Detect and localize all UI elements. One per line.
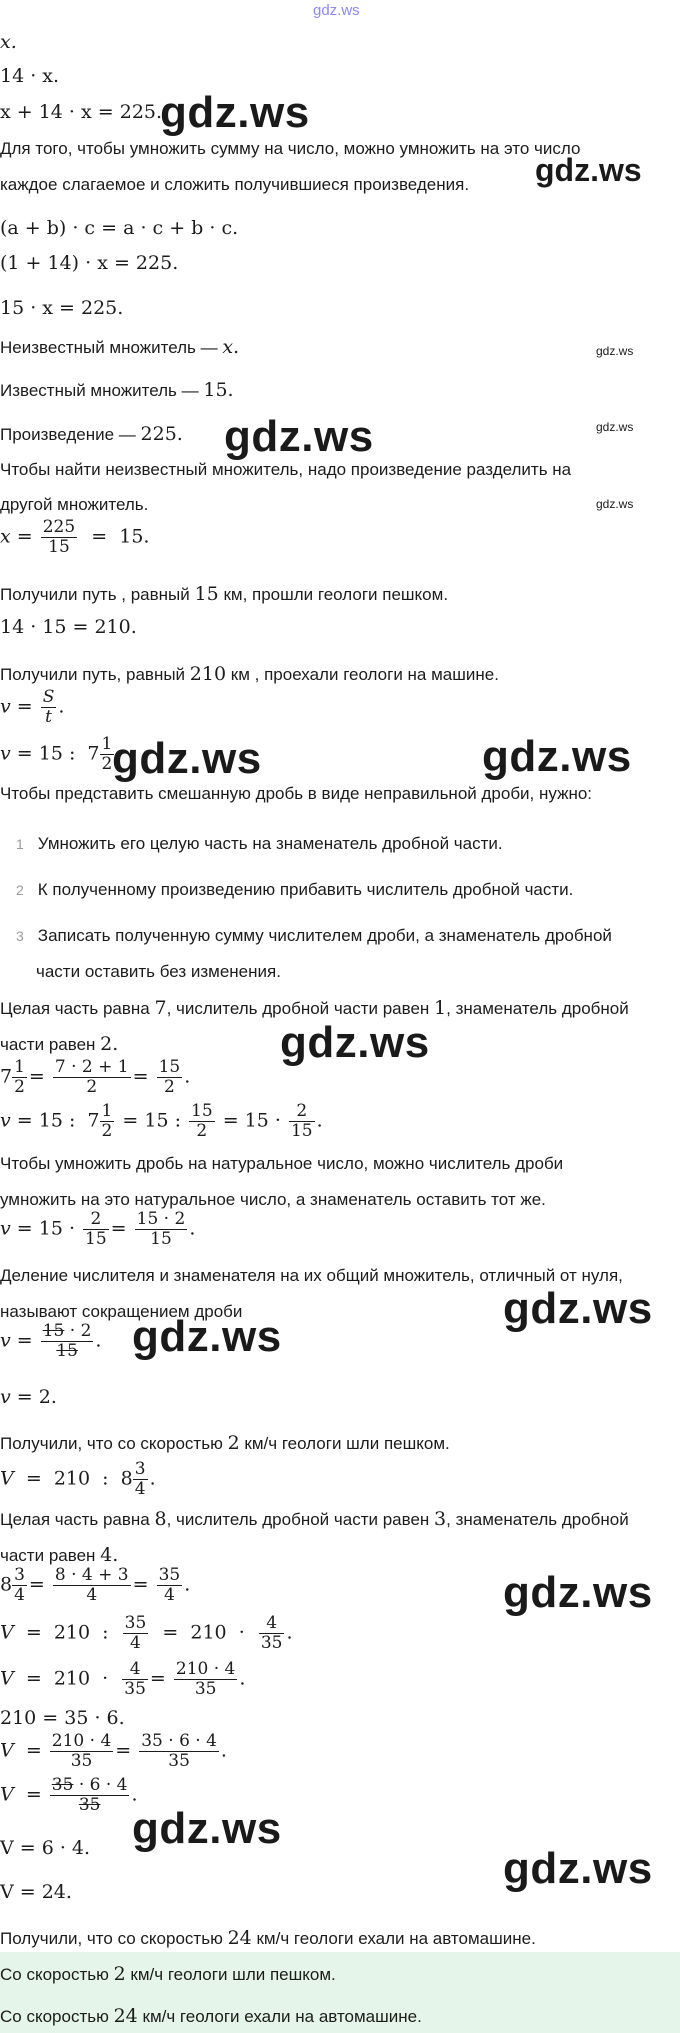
- watermark-11: gdz.ws: [132, 1312, 282, 1361]
- paragraph-known-factor: Известный множитель — 15.: [0, 379, 234, 401]
- list-text: К полученному произведению прибавить числитель дробной части.: [37, 880, 574, 899]
- math-drive-distance: 14 · 15 = 210.: [0, 616, 137, 638]
- list-number: 2: [16, 882, 24, 898]
- watermark-3: gdz.ws: [596, 344, 634, 358]
- v1: 2: [113, 1963, 126, 1985]
- paragraph-walk-distance: [0, 582, 448, 606]
- list-item: [16, 833, 503, 855]
- label-end: км, прошли геологи пешком.: [223, 585, 449, 604]
- paragraph-unknown-factor: Неизвестный множитель — x.: [0, 336, 240, 358]
- math-210-split: 210 = 35 · 6.: [0, 1707, 125, 1729]
- watermark-9: gdz.ws: [280, 1018, 430, 1067]
- label: Неизвестный множитель —: [0, 338, 218, 357]
- value: 15: [194, 583, 219, 605]
- list-number: 3: [16, 928, 24, 944]
- value: 225: [140, 423, 177, 445]
- t2: км/ч геологи ехали на автомашине.: [142, 2007, 422, 2026]
- t3: , знаменатель дробной: [446, 999, 629, 1018]
- answer-line-walk: [0, 1962, 336, 1986]
- v1: 24: [113, 2005, 138, 2027]
- label: Произведение —: [0, 425, 136, 444]
- t1: Со скоростью: [0, 1965, 109, 1984]
- watermark-7: gdz.ws: [112, 734, 262, 783]
- value: x: [222, 336, 234, 358]
- value: 210: [189, 663, 227, 685]
- watermark-13: gdz.ws: [132, 1804, 282, 1853]
- paragraph-sum-rule-1: Для того, чтобы умножить сумму на число, можно умножить на это число: [0, 139, 581, 158]
- list-item: [16, 879, 573, 901]
- paragraph-product: Произведение — 225.: [0, 423, 183, 445]
- math-V-result: V = 24.: [0, 1881, 72, 1903]
- math-x-value: x = $\frac{225}{15}$ = 15.: [0, 517, 150, 557]
- math-drive-reduce: V = $\frac{35 \cdot 6 \cdot 4}{35}$ .: [0, 1775, 138, 1815]
- math-drive-step1: V = 210 : $\frac{35}{4}$ = 210 · $\frac{4}{35}$ .: [0, 1613, 293, 1653]
- t1: Целая часть равна: [0, 1510, 150, 1529]
- answer-box: [0, 1952, 680, 2033]
- watermark-4: gdz.ws: [596, 420, 634, 434]
- paragraph-sum-rule-2: каждое слагаемое и сложить получившиеся произведения.: [0, 175, 470, 194]
- math-distributive: (a + b) · c = a · c + b · c.: [0, 217, 239, 239]
- v1: 8: [154, 1508, 167, 1530]
- math-speed-mult: v = 15 · $\frac{2}{15}$ = $\frac{15 \cdot 2}{15}$ .: [0, 1209, 196, 1249]
- v3: 4: [100, 1544, 113, 1566]
- v2: 1: [434, 997, 447, 1019]
- math-14x: 14 · x.: [0, 65, 60, 87]
- value: 15: [203, 379, 228, 401]
- v2: 3: [434, 1508, 447, 1530]
- paragraph-reduction-2: называют сокращением дроби: [0, 1302, 243, 1321]
- paragraph-parts-8-end: части равен 4.: [0, 1544, 119, 1566]
- math-convert-8-3-4: 8 $\frac{3}{4}$ = $\frac{8 \cdot 4 + 3}{4}$ = $\frac{35}{4}$ .: [0, 1565, 191, 1605]
- math-eq1: x + 14 · x = 225.: [0, 101, 163, 123]
- math-walk-speed: v = 15 : 7 $\frac{1}{2}$: [0, 734, 113, 774]
- watermark-5: gdz.ws: [224, 412, 374, 461]
- math-speed-reduce: v = $\frac{15 \cdot 2}{15}$ .: [0, 1321, 102, 1361]
- paragraph-reduction-1: Деление числителя и знаменателя на их общий множитель, отличный от нуля,: [0, 1266, 623, 1285]
- watermark-14: gdz.ws: [503, 1844, 653, 1893]
- watermark-10: gdz.ws: [503, 1284, 653, 1333]
- paragraph-find-factor-2: другой множитель.: [0, 495, 149, 514]
- watermark-6: gdz.ws: [596, 497, 634, 511]
- math-drive-step3: V = $\frac{210 \cdot 4}{35}$ = $\frac{35 \cdot 6 \cdot 4}{35}$ .: [0, 1731, 227, 1771]
- watermark-8: gdz.ws: [482, 732, 632, 781]
- paragraph-walk-result: [0, 1431, 450, 1455]
- t2: , числитель дробной части равен: [166, 999, 430, 1018]
- list-text: Умножить его целую часть на знаменатель дробной части.: [37, 834, 503, 853]
- t1: Со скоростью: [0, 2007, 109, 2026]
- list-item-continuation: части оставить без изменения.: [36, 962, 281, 981]
- t2: , числитель дробной части равен: [166, 1510, 430, 1529]
- math-eq2: (1 + 14) · x = 225.: [0, 252, 179, 274]
- t1: Получили, что со скоростью: [0, 1434, 223, 1453]
- list-number: 1: [16, 836, 24, 852]
- math-eq3: 15 · x = 225.: [0, 297, 124, 319]
- paragraph-drive-distance: [0, 662, 499, 686]
- t3: , знаменатель дробной: [446, 1510, 629, 1529]
- paragraph-parts-7: [0, 996, 629, 1020]
- v3: 2: [100, 1033, 113, 1055]
- label: Получили путь, равный: [0, 665, 186, 684]
- v1: 7: [154, 997, 167, 1019]
- t2: км/ч геологи шли пешком.: [244, 1434, 450, 1453]
- math-drive-step2: V = 210 · $\frac{4}{35}$ = $\frac{210 \cdot 4}{35}$ .: [0, 1659, 246, 1699]
- paragraph-fraction-mult-1: Чтобы умножить дробь на натуральное число, можно числитель дроби: [0, 1154, 564, 1173]
- label: Известный множитель —: [0, 381, 199, 400]
- paragraph-drive-result: [0, 1926, 536, 1950]
- t4: части равен: [0, 1035, 96, 1054]
- v1: 2: [227, 1432, 240, 1454]
- t2: км/ч геологи ехали на автомашине.: [256, 1929, 536, 1948]
- t1: Целая часть равна: [0, 999, 150, 1018]
- math-drive-speed: V = 210 : 8 $\frac{3}{4}$ .: [0, 1459, 156, 1499]
- math-speed-formula: v = $\frac{S}{t}$ .: [0, 687, 65, 727]
- answer-line-drive: [0, 2004, 422, 2028]
- t1: Получили, что со скоростью: [0, 1929, 223, 1948]
- paragraph-find-factor-1: Чтобы найти неизвестный множитель, надо произведение разделить на: [0, 460, 572, 479]
- list-text: Записать полученную сумму числителем дроби, а знаменатель дробной: [37, 926, 612, 945]
- paragraph-mixed-fraction: Чтобы представить смешанную дробь в виде неправильной дроби, нужно:: [0, 784, 593, 803]
- math-V-64: V = 6 · 4.: [0, 1837, 91, 1859]
- v1: 24: [227, 1927, 252, 1949]
- label-end: км , проехали геологи на машине.: [230, 665, 499, 684]
- paragraph-parts-7-end: части равен 2.: [0, 1033, 119, 1055]
- t4: части равен: [0, 1546, 96, 1565]
- math-x: x.: [0, 31, 17, 53]
- paragraph-fraction-mult-2: умножить на это натуральное число, а знаменатель оставить тот же.: [0, 1190, 546, 1209]
- math-v-result: v = 2.: [0, 1386, 57, 1408]
- list-item: [16, 925, 612, 947]
- math-speed-step: v = 15 : 7 $\frac{1}{2}$ = 15 : $\frac{15}{2}$ = 15 · $\frac{2}{15}$ .: [0, 1101, 323, 1141]
- watermark-top: gdz.ws: [313, 2, 360, 19]
- paragraph-parts-8: [0, 1507, 629, 1531]
- t2: км/ч геологи шли пешком.: [130, 1965, 336, 1984]
- watermark-2: gdz.ws: [535, 152, 642, 188]
- label: Получили путь , равный: [0, 585, 190, 604]
- watermark-12: gdz.ws: [503, 1568, 653, 1617]
- math-convert-7-half: 7 $\frac{1}{2}$ = $\frac{7 \cdot 2 + 1}{2}$ = $\frac{15}{2}$ .: [0, 1057, 191, 1097]
- watermark-1: gdz.ws: [160, 88, 310, 137]
